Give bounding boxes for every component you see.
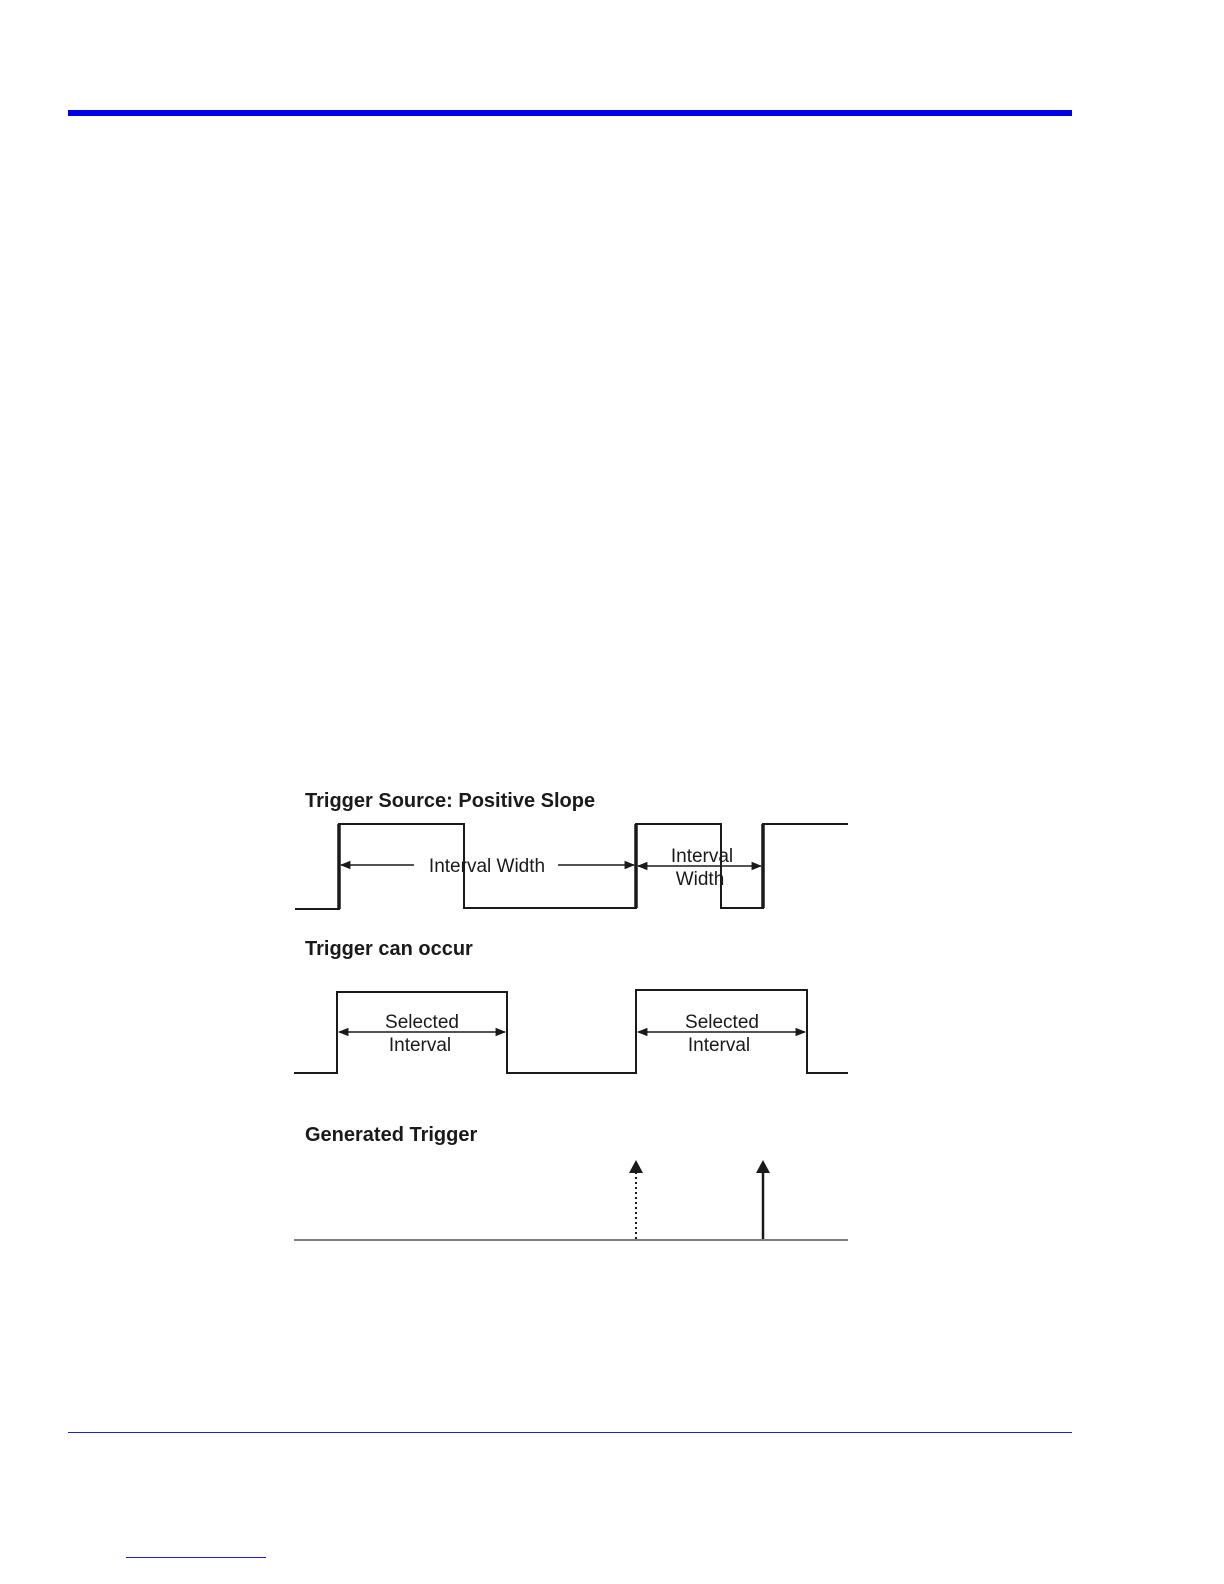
footer-link-underline — [126, 1557, 266, 1558]
selected-interval-2-label-2: Interval — [687, 1035, 751, 1056]
possible-trigger-arrowhead — [629, 1160, 643, 1173]
selected-interval-1-label-2: Interval — [388, 1035, 452, 1056]
selected-interval-1-label-1: Selected — [385, 1012, 459, 1033]
trigger-source-title: Trigger Source: Positive Slope — [305, 790, 596, 812]
generated-trigger-title: Generated Trigger — [305, 1124, 478, 1146]
interval-width-label: Interval Width — [428, 856, 546, 877]
footer-rule — [68, 1432, 1072, 1433]
selected-interval-2-label-1: Selected — [685, 1012, 759, 1033]
interval-width-short-label-2: Width — [675, 869, 725, 890]
trigger-source-waveform — [295, 824, 848, 909]
trigger-can-occur-title: Trigger can occur — [305, 938, 473, 960]
generated-trigger-arrowhead — [756, 1160, 770, 1173]
interval-width-short-label-1: Interval — [670, 846, 734, 867]
